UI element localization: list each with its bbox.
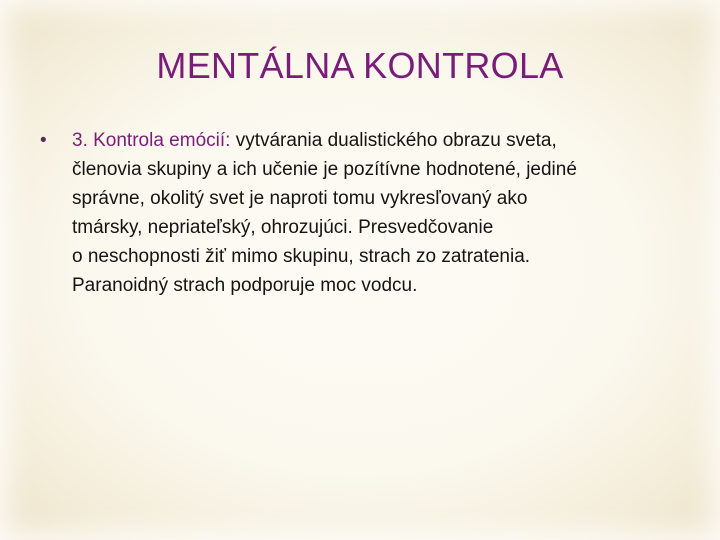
bullet-line-2: členovia skupiny a ich učenie je pozítívne hodnotené, jediné [72,159,577,180]
slide-content [40,126,680,300]
bullet-line-5: o neschopnosti žiť mimo skupinu, strach zo zatratenia. [72,246,531,267]
bullet-item [40,126,680,300]
bullet-line-1: vytvárania dualistického obrazu sveta, [230,130,557,151]
bullet-line-3: správne, okolitý svet je naproti tomu vykresľovaný ako [72,188,528,209]
bullet-line-4: tmársky, nepriateľský, ohrozujúci. Presvedčovanie [72,217,494,238]
bullet-marker: • [40,130,47,151]
bullet-lead-text: 3. Kontrola emócií: [72,130,231,151]
slide-title: MENTÁLNA KONTROLA [156,45,564,86]
bullet-line-6: Paranoidný strach podporuje moc vodcu. [72,275,418,296]
